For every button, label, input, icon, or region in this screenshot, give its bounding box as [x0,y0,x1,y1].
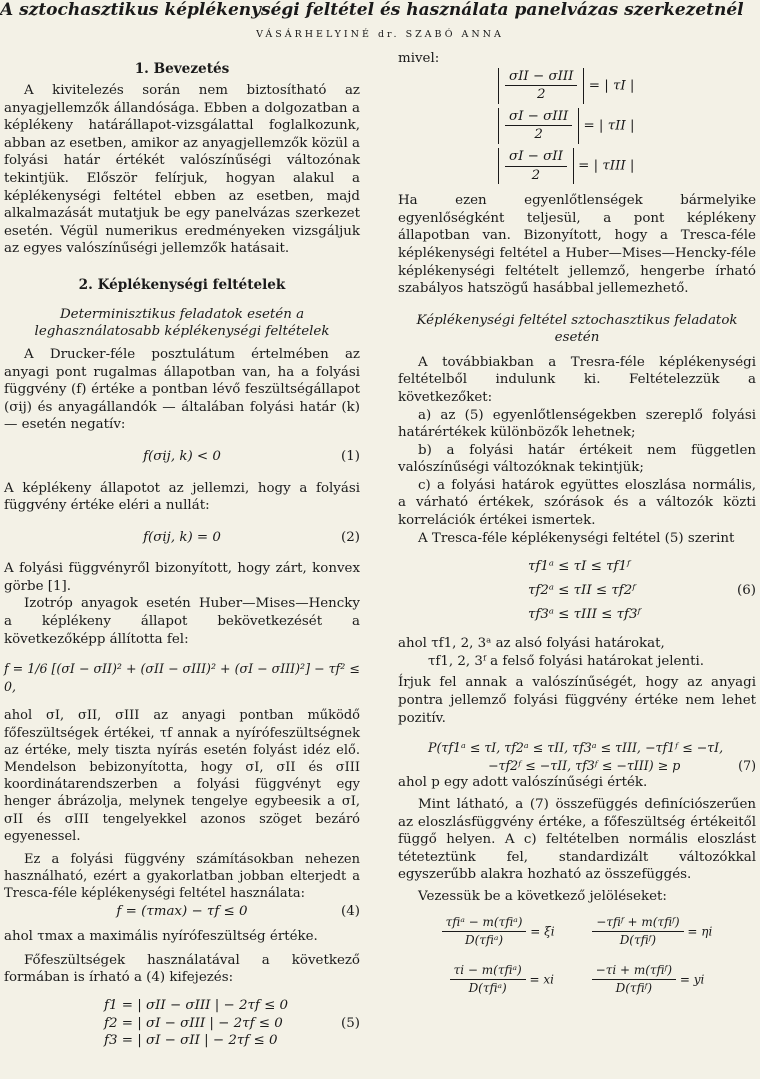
fraction-numerator: σI − σIII [505,108,572,127]
subsection-heading-stochastic: Képlékenységi feltétel sztochasztikus feladatok esetén [416,312,738,345]
definition-rhs: = ηi [687,924,713,939]
article-title: A sztochasztikus képlékenységi feltétel és használata panelvázas szerkezetnél [0,0,744,20]
assumption-a: a) az (5) egyenlőtlenségekben szereplő folyási határértékek különbözők lehetnek; [398,407,756,441]
definition-rhs: = ξi [530,924,555,939]
equation-4-body: f = (τmax) − τf ≤ 0 [116,903,248,919]
equation-6-line-3: τf3ᵃ ≤ τIII ≤ τf3ᶠ [528,607,641,623]
equation-6-line-1: τf1ᵃ ≤ τI ≤ τf1ᶠ [528,559,631,575]
equation-1-body: f(σij, k) < 0 [143,448,221,464]
abs-value [498,68,584,104]
fraction-denominator: D(τfiᵃ) [464,933,504,948]
equation-6-number: (6) [737,583,756,599]
abs-equations [398,68,756,185]
abs-value [498,148,574,184]
subsection-heading-deterministic: Determinisztikus feladatok esetén a leghasználatosabb képlékenységi feltételek [34,306,330,339]
equation-7 [398,739,756,774]
abs-row [498,108,756,144]
tau-max-paragraph: ahol τmax a maximális nyírófeszültség értéke. [4,929,318,945]
assumption-b: b) a folyási határ értékeit nem független valószínűségi változóknak tekintjük; [398,442,756,476]
equation-4-number: (4) [341,903,360,919]
definition-rhs: = yi [679,972,705,987]
fraction [505,108,572,144]
fraction-numerator: −τfiᶠ + m(τfiᶠ) [592,914,683,933]
fraction [592,962,676,998]
tresca-5-paragraph: A Tresca-féle képlékenységi feltétel (5) szerint [418,530,735,546]
fraction-numerator: τi − m(τfiᵃ) [450,962,526,981]
fraction [505,148,567,184]
definitions-block [398,914,756,998]
equation-7-line-1: P(τf1ᵃ ≤ τI, τf2ᵃ ≤ τII, τf3ᵃ ≤ τIII, −τf1ᶠ ≤ −τI, [428,740,724,756]
abs-row-rhs: = | τII | [583,118,635,134]
equation-2 [4,529,360,547]
principal-form-paragraph: Főfeszültségek használatával a következő formában is írható a (4) kifejezés: [4,952,360,986]
assumption-c: c) a folyási határok együttes eloszlása normális, a várható értékek, szórások és a változók közti korrelációk értékei ismertek. [398,477,756,529]
equation-7-number: (7) [738,758,756,774]
fraction-denominator: 2 [536,87,546,103]
equation-5-line-2: f2 = | σI − σIII | − 2τf ≤ 0 [104,1015,283,1031]
definition-rhs: = xi [529,972,554,987]
abs-row-rhs: = | τIII | [578,158,635,174]
intro-paragraph: A kivitelezés során nem biztosítható az anyagjellemzők állandósága. Ebben a dolgozatban a képlékeny határállapot-vizsgálattal foglalkozunk, abban az esetben, amikor az anyagjellemzők közül a folyási határ értékét valószínűségi változónak tekintjük. Először felírjuk, hogyan alakul a képlékenységi feltétel ebben az esetben, majd alkalmazását mutatjuk be egy panelvázas szerkezet esetén. Végül numerikus eredményeken vizsgáljuk az egyes valószínűségi jellemzők hatásait. [4,83,360,257]
tresca-intro-paragraph: Ez a folyási függvény számításokban nehezen használható, ezért a gyakorlatban jobban elterjedt a Tresca-féle képlékenységi feltétel használata: [4,852,360,902]
assumptions-intro: A továbbiakban a Tresra-féle képlékenységi feltételből indulunk ki. Feltételezzük a következőket: [398,354,756,405]
p-definition-line: ahol p egy adott valószínűségi érték. [398,775,648,791]
left-column [4,56,360,1050]
fraction-numerator: τfiᵃ − m(τfiᵃ) [442,914,527,933]
definitions-row [398,962,756,998]
drucker-paragraph: A Drucker-féle posztulátum értelmében az anyagi pont rugalmas állapotban van, ha a folyási függvény (f) értéke a pontban lévő feszültségállapot (σij) és anyagállandók — általában folyási határ (k) — esetén negatív: [4,346,360,433]
equation-2-number: (2) [341,529,360,545]
section-heading-introduction: 1. Bevezetés [134,61,230,77]
right-column [398,51,756,998]
abs-row [498,148,756,184]
fraction [592,914,683,950]
convex-paragraph: A folyási függvényről bizonyított, hogy zárt, konvex görbe [1]. [4,561,360,594]
fraction-numerator: σII − σIII [505,68,577,87]
section-heading-conditions: 2. Képlékenységi feltételek [78,276,286,293]
equation-hmh: f = 1/6 [(σI − σII)² + (σII − σIII)² + (σI − σIII)²] − τf² ≤ 0, [4,661,360,694]
equation-1-number: (1) [341,448,360,464]
fraction-denominator: 2 [534,127,543,143]
equation-6-line-2: τf2ᵃ ≤ τII ≤ τf2ᶠ [528,583,636,599]
fraction [505,68,577,104]
equation-4 [4,903,360,921]
fraction-denominator: 2 [531,167,541,183]
definitions-row [398,914,756,950]
equation-2-body: f(σij, k) = 0 [143,529,221,545]
equation-5-line-3: f3 = | σI − σII | − 2τf ≤ 0 [104,1033,278,1049]
abs-value [498,108,579,144]
principal-stress-paragraph: ahol σI, σII, σIII az anyagi pontban működő főfeszültségek értékei, τf annak a nyírófeszültségnek az értéke, mely tiszta nyírás esetén folyást idéz elő. Mendelson bebizonyította, hogy σI, σII és σIII koordinátarendszerben a folyási függvényt egy henger ábrázolja, melynek tengelye egybeesik a σI, σII és σIII tengelyekkel azonos szöget bezáró egyenessel. [4,708,360,844]
fraction-denominator: D(τfiᶠ) [615,981,653,996]
probability-paragraph: Írjuk fel annak a valószínűségét, hogy az anyagi pontra jellemző folyási függvény értéke nem lehet pozitív. [398,675,756,726]
fraction [442,914,527,950]
equation-1 [4,448,360,466]
distribution-paragraph: Mint látható, a (7) összefüggés definíciószerűen az eloszlásfüggvény értéke, a főfeszültség értékeitől függő helyen. A c) feltételben normális eloszlást téteteztünk fel, standardizált változókkal egyszerűbb alakra hozható az összefüggés. [398,797,756,883]
equation-5-line-1: f1 = | σII − σIII | − 2τf ≤ 0 [104,998,289,1014]
plastic-state-paragraph: A képlékeny állapotot az jellemzi, hogy a folyási függvény értéke eléri a nullát: [4,480,360,514]
equation-7-line-2: −τf2ᶠ ≤ −τII, τf3ᶠ ≤ −τIII) ≥ p [488,757,681,773]
notation-intro: Vezessük be a következő jelöléseket: [418,888,667,904]
equation-5-number: (5) [341,1016,360,1032]
fraction-numerator: σI − σII [505,148,567,167]
fraction [450,962,526,998]
upper-limits-line: τf1, 2, 3ᶠ a felső folyási határokat jelenti. [428,653,705,669]
abs-row [498,68,756,104]
since-label: mivel: [398,51,440,66]
fraction-denominator: D(τfiᵃ) [468,981,507,996]
abs-row-rhs: = | τI | [588,78,635,94]
isotropic-paragraph: Izotróp anyagok esetén Huber—Mises—Hencky a képlékeny állapot bekövetkezését a következőképp állította fel: [4,596,360,647]
fraction-numerator: −τi + m(τfiᶠ) [592,962,676,981]
author-line: VÁSÁRHELYINÉ dr. SZABÓ ANNA [256,29,504,40]
fraction-denominator: D(τfiᶠ) [619,933,657,948]
equation-5 [4,997,360,1050]
equality-paragraph: Ha ezen egyenlőtlenségek bármelyike egyenlőségként teljesül, a pont képlékeny állapotban van. Bizonyított, hogy a Tresca-féle képlékenységi feltétel a Huber—Mises—Hencky-féle képlékenységi feltételt jellemző, hengerbe írható szabályos hatszögű hasábbal jellemezhető. [398,193,756,297]
equation-6 [398,555,756,627]
lower-limits-line: ahol τf1, 2, 3ᵃ az alsó folyási határokat, [398,636,665,652]
